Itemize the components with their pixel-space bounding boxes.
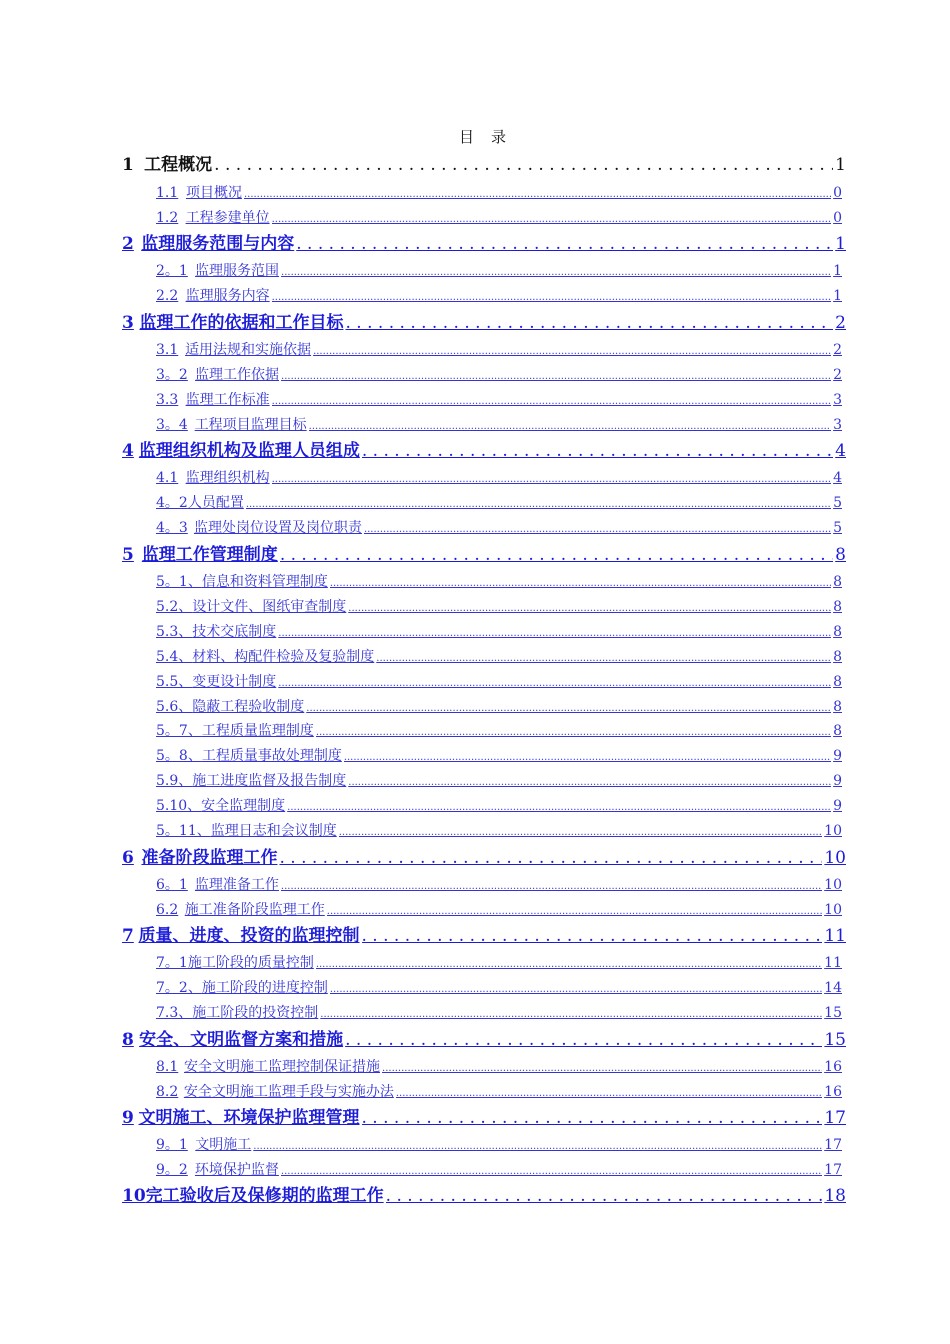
toc-section-link[interactable] [156,364,842,384]
toc-entry-number: 9。1 [156,1137,188,1153]
toc-entry-number: 4 [122,441,134,461]
toc-section-link[interactable] [156,1134,842,1154]
toc-page-number: 8 [835,545,846,565]
toc-entry-title: 安全文明施工监理手段与实施办法 [183,1084,394,1100]
toc-dot-leader [246,495,831,511]
toc-entry-title: 安全、文明监督方案和措施 [139,1030,344,1050]
toc-dot-leader [362,1108,823,1128]
toc-dot-leader [316,955,822,971]
toc-entry-title: 施工阶段的质量控制 [187,955,314,971]
toc-page-number: 1 [833,288,842,304]
toc-section-link[interactable] [156,1056,842,1076]
toc-section-link[interactable] [156,389,842,409]
toc-page-number: 11 [824,926,846,946]
toc-page-number: 9 [833,773,842,789]
toc-dot-leader [278,624,831,640]
toc-entry-title: 监理工作标准 [185,392,270,408]
toc-dot-leader [330,980,822,996]
toc-page-number: 10 [824,823,842,839]
toc-entry-number: 5。7、 [156,723,202,739]
toc-entry-title: 适用法规和实施依据 [185,342,312,358]
toc-entry-title: 项目概况 [185,185,242,201]
toc-entry-title: 人员配置 [187,495,244,511]
toc-chapter-link[interactable] [122,1025,846,1050]
toc-entry-title: 工程参建单位 [185,210,270,226]
toc-entry-number: 5。11、 [156,823,211,839]
toc-chapter-link[interactable] [122,308,846,333]
toc-section-link[interactable] [156,820,842,840]
toc-entry-title: 工程概况 [144,155,213,175]
toc-dot-leader [281,877,822,893]
toc-page-number: 15 [824,1030,846,1050]
toc-section-link[interactable] [156,621,842,641]
toc-entry-number: 1 [122,155,134,175]
toc-section-link[interactable] [156,571,842,591]
toc-page-number: 9 [833,748,842,764]
toc-page-number: 0 [833,185,842,201]
toc-entry-number: 5。8、 [156,748,202,764]
toc-page-number: 11 [824,955,842,971]
toc-page-number: 8 [833,624,842,640]
toc-entry-title: 监理工作的依据和工作目标 [139,313,344,333]
toc-entry-number: 5.3、 [156,624,193,640]
toc-entry-number: 2.2 [156,288,179,304]
toc-page-number: 3 [833,392,842,408]
toc-entry-number: 5.9、 [156,773,193,789]
toc-section-link[interactable] [156,1081,842,1101]
toc-section-link[interactable] [156,260,842,280]
toc-dot-leader [320,1005,822,1021]
toc-section-link[interactable] [156,207,842,227]
toc-page-number: 16 [824,1084,842,1100]
toc-chapter-link[interactable] [122,540,846,565]
toc-entry-title: 隐蔽工程验收制度 [192,699,305,715]
toc-entry-number: 3.1 [156,342,179,358]
toc-dot-leader [272,288,831,304]
toc-page-number: 8 [833,674,842,690]
toc-entry-title: 监理日志和会议制度 [210,823,337,839]
toc-section-link[interactable] [156,720,842,740]
toc-section-link[interactable] [156,696,842,716]
toc-entry-title: 准备阶段监理工作 [141,848,278,868]
toc-entry-number: 6.2 [156,902,179,918]
toc-entry-number: 4。2 [156,495,188,511]
toc-chapter-link[interactable] [122,843,846,868]
toc-entry-number: 7.3、 [156,1005,193,1021]
toc-page-number: 5 [833,520,842,536]
toc-dot-leader [386,1186,823,1206]
toc-page-number: 14 [824,980,842,996]
toc-page-number: 0 [833,210,842,226]
toc-entry-title: 文明施工 [195,1137,252,1153]
toc-page-number: 8 [833,574,842,590]
toc-entry-title: 质量、进度、投资的监理控制 [138,926,360,946]
toc-section-link[interactable] [156,596,842,616]
toc-entry-title: 监理工作管理制度 [141,545,278,565]
toc-entry-title: 施工阶段的投资控制 [192,1005,319,1021]
toc-entry-title: 施工准备阶段监理工作 [184,902,325,918]
toc-section-link[interactable] [156,339,842,359]
toc-entry-number: 8 [122,1030,134,1050]
toc-dot-leader [313,342,831,358]
toc-chapter-link[interactable] [122,921,846,946]
toc-entry-number: 8.2 [156,1084,179,1100]
toc-page-number: 8 [833,599,842,615]
toc-page-number: 17 [824,1137,842,1153]
toc-entry-number: 4。3 [156,520,188,536]
toc-dot-leader [344,748,831,764]
toc-entry-number: 5.10、 [156,798,202,814]
toc-dot-leader [296,234,833,254]
toc-dot-leader [339,823,822,839]
toc-entry-title: 监理组织机构 [185,470,270,486]
toc-section-link[interactable] [156,874,842,894]
toc-section-link[interactable] [156,899,842,919]
toc-section-link[interactable] [156,671,842,691]
toc-page-number: 2 [833,367,842,383]
toc-dot-leader [316,723,831,739]
toc-section-link[interactable] [156,745,842,765]
toc-page-number: 8 [833,699,842,715]
toc-dot-leader [309,417,831,433]
toc-entry-number: 9。2 [156,1162,188,1178]
toc-page-number: 4 [833,470,842,486]
toc-dot-leader [345,1030,822,1050]
toc-dot-leader [348,599,831,615]
toc-page-number: 17 [824,1162,842,1178]
toc-entry-title: 工程质量事故处理制度 [201,748,342,764]
toc-page-number: 8 [833,649,842,665]
toc-dot-leader [327,902,822,918]
toc-dot-leader [272,392,831,408]
toc-dot-leader [382,1059,822,1075]
toc-dot-leader [281,367,831,383]
toc-entry-title: 施工阶段的进度控制 [201,980,328,996]
toc-page-number: 8 [833,723,842,739]
toc-section-link[interactable] [156,1002,842,1022]
toc-page-number: 9 [833,798,842,814]
toc-dot-leader [364,520,831,536]
toc-page-number: 18 [824,1186,846,1206]
toc-entry-title: 信息和资料管理制度 [201,574,328,590]
toc-page-number: 16 [824,1059,842,1075]
toc-dot-leader [348,773,831,789]
toc-entry-title: 技术交底制度 [192,624,277,640]
toc-entry-title: 变更设计制度 [192,674,277,690]
toc-entry-number: 7。2、 [156,980,202,996]
toc-entry-number: 2。1 [156,263,188,279]
toc-chapter-link[interactable] [122,1181,846,1206]
toc-entry-number: 5 [122,545,134,565]
toc-section-link[interactable] [156,977,842,997]
toc-entry-title: 监理服务范围与内容 [141,234,295,254]
toc-entry-title: 监理处岗位设置及岗位职责 [193,520,362,536]
toc-entry-number: 6 [122,848,134,868]
toc-section-link[interactable] [156,770,842,790]
toc-page-number: 15 [824,1005,842,1021]
toc-page-number: 10 [824,902,842,918]
toc-entry-title: 材料、构配件检验及复验制度 [192,649,375,665]
toc-dot-leader [376,649,831,665]
toc-dot-leader [272,470,831,486]
toc-dot-leader [281,263,831,279]
toc-section-link[interactable] [156,795,842,815]
toc-entry-title: 监理服务内容 [185,288,270,304]
toc-chapter-link[interactable] [122,436,846,461]
toc-entry-number: 8.1 [156,1059,179,1075]
toc-entry-number: 10 [122,1186,146,1206]
toc-section-link[interactable] [156,285,842,305]
toc-dot-leader [253,1137,822,1153]
toc-entry-title: 监理服务范围 [195,263,280,279]
toc-chapter-link[interactable] [122,1103,846,1128]
toc-page-number: 17 [824,1108,846,1128]
toc-page-number: 4 [835,441,846,461]
toc-entry-number: 1.2 [156,210,179,226]
toc-entry-number: 5.4、 [156,649,193,665]
toc-section-link[interactable] [156,492,842,512]
toc-section-link[interactable] [156,182,842,202]
toc-dot-leader [306,699,831,715]
toc-entry-number: 3 [122,313,134,333]
toc-entry-number: 5.5、 [156,674,193,690]
toc-entry-number: 3。2 [156,367,188,383]
toc-dot-leader [330,574,831,590]
toc-entry-title: 设计文件、图纸审查制度 [192,599,347,615]
toc-dot-leader [362,441,833,461]
toc-section-link[interactable] [156,467,842,487]
toc-page-number: 5 [833,495,842,511]
toc-entry-number: 1.1 [156,185,179,201]
toc-section-link[interactable] [156,952,842,972]
toc-entry-title: 安全文明施工监理控制保证措施 [184,1059,381,1075]
toc-page-number: 1 [833,263,842,279]
toc-entry-number: 6。1 [156,877,188,893]
toc-section-link[interactable] [156,517,842,537]
toc-page-number: 1 [835,155,846,175]
toc-entry-number: 2 [122,234,134,254]
toc-dot-leader [287,798,831,814]
toc-entry-number: 4.1 [156,470,179,486]
toc-dot-leader [396,1084,822,1100]
toc-dot-leader [272,210,831,226]
toc-entry-title: 完工验收后及保修期的监理工作 [145,1186,384,1206]
toc-dot-leader [244,185,831,201]
toc-dot-leader [278,674,831,690]
toc-entry-title: 文明施工、环境保护监理管理 [138,1108,360,1128]
toc-entry-number: 3。4 [156,417,188,433]
toc-dot-leader [362,926,823,946]
toc-dot-leader [345,313,833,333]
toc-entry-title: 工程质量监理制度 [201,723,314,739]
toc-page-number: 10 [824,877,842,893]
toc-entry-number: 5.6、 [156,699,193,715]
toc-title: 目 录 [458,128,507,146]
toc-entry-number: 7 [122,926,134,946]
toc-page-number: 2 [835,313,846,333]
toc-entry-number: 3.3 [156,392,179,408]
toc-chapter-link[interactable] [122,229,846,254]
toc-dot-leader [279,848,822,868]
toc-dot-leader [280,545,833,565]
toc-entry-title: 监理准备工作 [194,877,279,893]
toc-page-number: 2 [833,342,842,358]
toc-page-number: 10 [824,848,846,868]
toc-entry-title: 工程项目监理目标 [194,417,307,433]
toc-entry-number: 9 [122,1108,134,1128]
toc-dot-leader [281,1162,822,1178]
toc-chapter-link[interactable] [122,150,846,175]
toc-entry-number: 5。1、 [156,574,202,590]
toc-entry-title: 安全监理制度 [201,798,286,814]
toc-dot-leader [214,155,833,175]
toc-page-number: 3 [833,417,842,433]
toc-entry-title: 环境保护监督 [194,1162,279,1178]
toc-section-link[interactable] [156,1159,842,1179]
toc-entry-number: 5.2、 [156,599,193,615]
toc-entry-title: 监理工作依据 [195,367,280,383]
toc-entry-title: 施工进度监督及报告制度 [192,773,347,789]
toc-page-number: 1 [835,234,846,254]
toc-section-link[interactable] [156,646,842,666]
toc-entry-number: 7。1 [156,955,188,971]
toc-entry-title: 监理组织机构及监理人员组成 [138,441,360,461]
toc-section-link[interactable] [156,414,842,434]
